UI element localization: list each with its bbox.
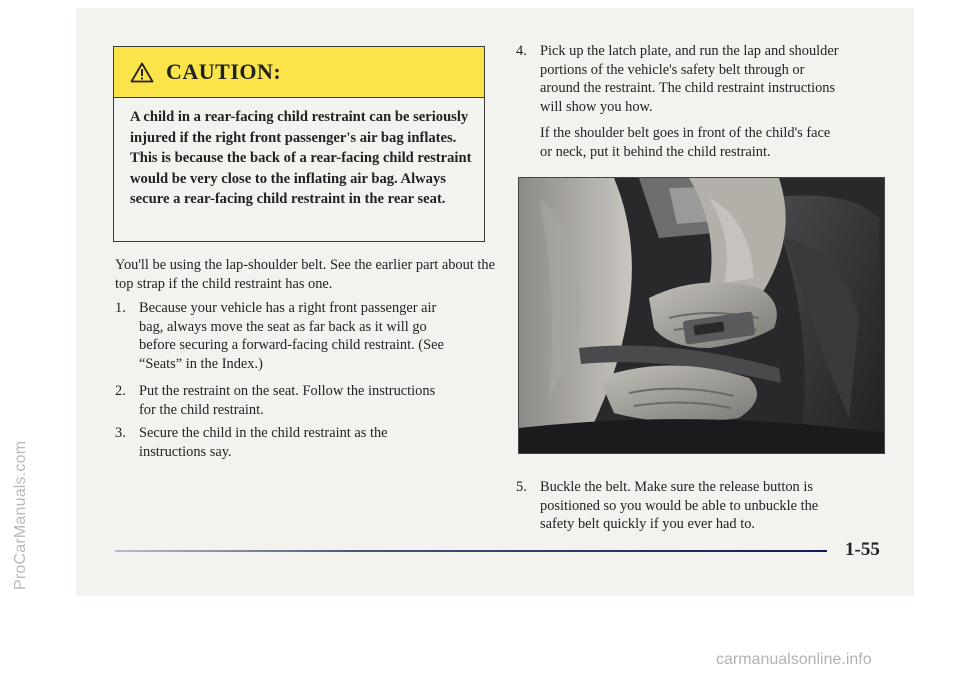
photo-illustration (519, 178, 884, 453)
caution-header (114, 47, 484, 98)
step-number: 5. (516, 479, 527, 495)
caution-title: CAUTION: (166, 59, 282, 84)
footer-divider (115, 550, 827, 552)
step-text: Because your vehicle has a right front passenger air bag, always move the seat as far back as it will go before securing a forward-facing child restraint. (See “Seats” in the Index.) (139, 300, 444, 372)
side-watermark: ProCarManuals.com (12, 440, 29, 590)
step-text: Pick up the latch plate, and run the lap and shoulder portions of the vehicle's safety belt through or around the restraint. The child restraint instructions will show you how. If the shoulder belt goes in front of the child's face or neck, put it behind the child restraint. (540, 43, 839, 160)
caution-box (113, 46, 485, 242)
intro-paragraph: You'll be using the lap-shoulder belt. See the earlier part about the top strap if the child restraint has one. (115, 257, 495, 292)
warning-triangle-icon (130, 62, 154, 83)
page-number: 1-55 (845, 539, 880, 560)
step-text: Secure the child in the child restraint as the instructions say. (139, 425, 388, 460)
step-number: 1. (115, 300, 126, 316)
step-text: Buckle the belt. Make sure the release button is positioned so you would be able to unbuckle the safety belt quickly if you ever had to. (540, 479, 819, 532)
step-text: Put the restraint on the seat. Follow the instructions for the child restraint. (139, 383, 436, 418)
step-note: or neck, put it behind the child restraint. (540, 143, 771, 160)
caution-text: A child in a rear-facing child restraint can be seriously injured if the right front passenger's air bag inflates. This is because the back of a rear-facing child restraint would be very close to the inflating air bag. Always secure a rear-facing child restraint in the rear seat. (130, 109, 472, 208)
step-number: 3. (115, 425, 126, 441)
step-number: 2. (115, 383, 126, 399)
belt-buckle-photo (518, 177, 885, 454)
bottom-watermark: carmanualsonline.info (716, 651, 872, 668)
step-note: If the shoulder belt goes in front of the child's face (540, 125, 831, 141)
step-number: 4. (516, 43, 527, 59)
